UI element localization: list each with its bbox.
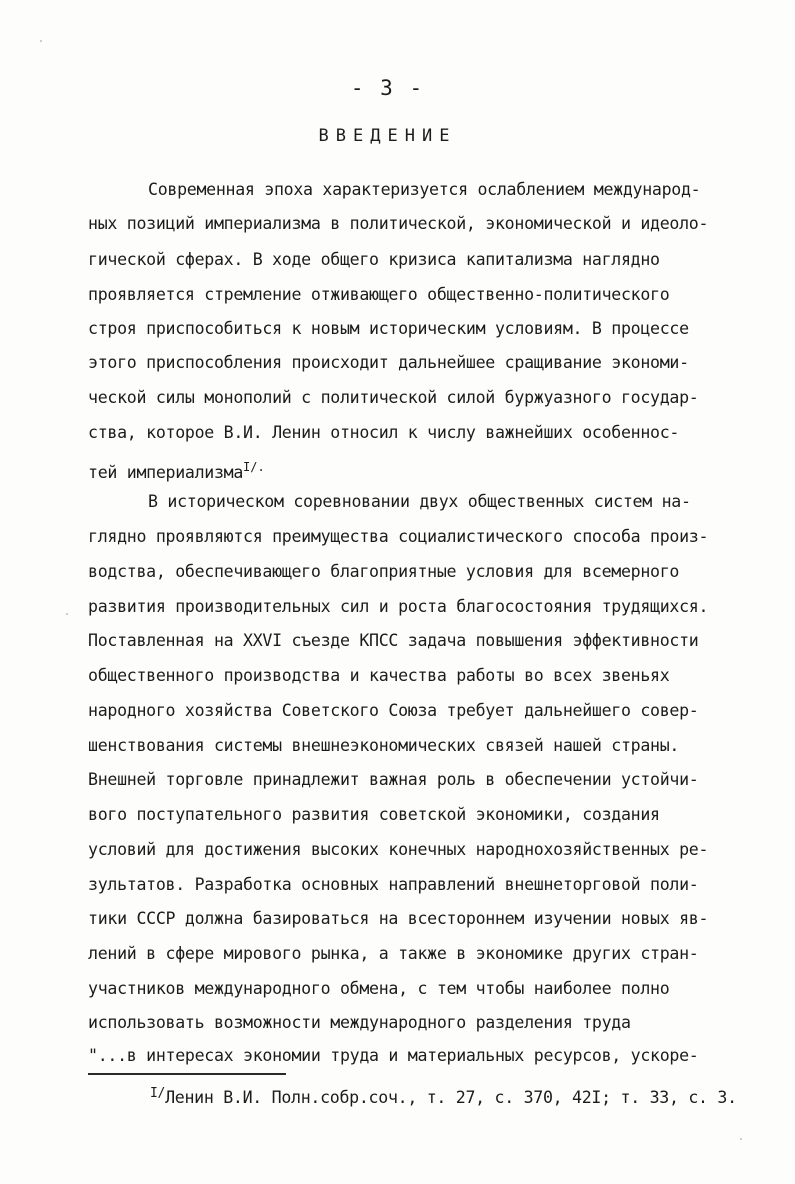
- text-line: В историческом соревновании двух общественных систем на-: [148, 492, 691, 511]
- footnote-text: Ленин В.И. Полн.собр.соч., т. 27, с. 370, 42I; т. 33, с. 3.: [165, 1088, 737, 1107]
- text-line: Современная эпоха характеризуется ослаблением международ-: [148, 180, 701, 199]
- text-line: Внешней торговле принадлежит важная роль в обеспечении устойчи-: [88, 770, 699, 789]
- text-line: Поставленная на XXVI съезде КПСС задача повышения эффективности: [88, 631, 699, 650]
- scan-speck: [740, 1138, 742, 1140]
- text-line: гической сферах. В ходе общего кризиса капитализма наглядно: [88, 250, 660, 269]
- footnote-mark: I/: [150, 1086, 166, 1101]
- text-line: общественного производства и качества работы во всех звеньях: [88, 666, 670, 685]
- text-line: зультатов. Разработка основных направлений внешнеторговой поли-: [88, 875, 699, 894]
- text-line: народного хозяйства Советского Союза требует дальнейшего совер-: [88, 701, 699, 720]
- scan-speck: [66, 613, 68, 615]
- text-line-body: тей империализма: [88, 463, 244, 482]
- text-line: шенствования системы внешнеэкономических связей нашей страны.: [88, 736, 680, 755]
- text-line: участников международного обмена, с тем чтобы наиболее полно: [88, 979, 670, 998]
- scan-speck: [40, 40, 42, 42]
- text-line: лений в сфере мирового рынка, а также в экономике других стран-: [88, 944, 699, 963]
- text-line: развития производительных сил и роста благосостояния трудящихся.: [88, 597, 709, 616]
- text-line: ных позиций империализма в политической, экономической и идеоло-: [88, 214, 709, 233]
- page-number: - 3 -: [350, 76, 425, 100]
- footnote: [150, 1086, 737, 1107]
- text-line: строя приспособиться к новым историческим условиям. В процессе: [88, 319, 689, 338]
- footnote-reference: I/.: [243, 460, 265, 474]
- text-line: ческой силы монополий с политической силой буржуазного государ-: [88, 388, 699, 407]
- text-line: глядно проявляются преимущества социалистического способа произ-: [88, 527, 709, 546]
- text-line: "...в интересах экономии труда и материальных ресурсов, ускоре-: [88, 1046, 699, 1065]
- section-heading: ВВЕДЕНИЕ: [318, 126, 457, 146]
- text-line: водства, обеспечивающего благоприятные условия для всемерного: [88, 562, 680, 581]
- text-line: этого приспособления происходит дальнейшее сращивание экономи-: [88, 353, 689, 372]
- text-line: условий для достижения высоких конечных народнохозяйственных ре-: [88, 840, 709, 859]
- footnote-divider: [88, 1073, 286, 1075]
- text-line: использовать возможности международного разделения труда: [88, 1013, 631, 1032]
- text-line: ства, которое В.И. Ленин относил к числу важнейших особеннос-: [88, 423, 680, 442]
- text-line: проявляется стремление отживающего общественно-политического: [88, 285, 670, 304]
- text-line: вого поступательного развития советской экономики, создания: [88, 805, 660, 824]
- text-line: тики СССР должна базироваться на всестороннем изучении новых яв-: [88, 909, 709, 928]
- text-line: [88, 457, 265, 483]
